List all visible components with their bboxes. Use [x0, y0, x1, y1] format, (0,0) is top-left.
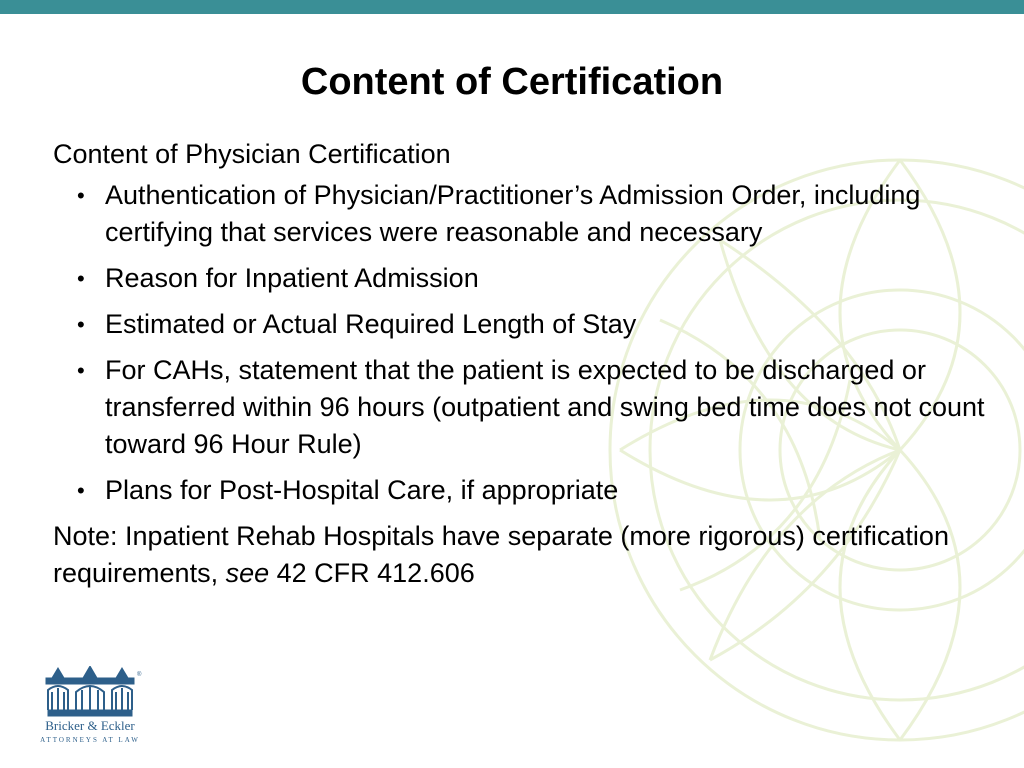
list-item	[53, 260, 993, 297]
note-see-italic: see	[225, 558, 270, 588]
bullet-marker: •	[77, 312, 85, 337]
bullet-text: For CAHs, statement that the patient is expected to be discharged or transferred within 96 hours (outpatient and swing bed time does not count toward 96 Hour Rule)	[105, 355, 985, 459]
bullet-marker: •	[77, 183, 85, 208]
list-item	[53, 306, 993, 343]
note-paragraph	[53, 518, 993, 592]
list-item	[53, 472, 993, 509]
subheading: Content of Physician Certification	[53, 139, 451, 169]
bullet-text: Plans for Post-Hospital Care, if appropriate	[105, 475, 619, 505]
slide-title: Content of Certification	[300, 61, 724, 103]
building-icon	[38, 666, 142, 718]
note-text: Note: Inpatient Rehab Hospitals have separate (more rigorous) certification requirements,	[53, 521, 949, 588]
firm-logo	[38, 666, 142, 752]
bullet-marker: •	[77, 358, 85, 383]
list-item	[53, 352, 993, 463]
bullet-marker: •	[77, 266, 85, 291]
bullet-list	[53, 177, 993, 509]
slide-body	[53, 136, 993, 592]
bullet-text: Authentication of Physician/Practitioner’s Admission Order, including certifying that services were reasonable and necessary	[105, 180, 921, 247]
top-accent-bar	[0, 0, 1024, 14]
note-citation: 42 CFR 412.606	[269, 558, 475, 588]
bullet-marker: •	[77, 478, 85, 503]
bullet-text: Estimated or Actual Required Length of Stay	[105, 309, 637, 339]
bullet-text: Reason for Inpatient Admission	[105, 263, 479, 293]
logo-tagline: ATTORNEYS AT LAW	[40, 736, 140, 744]
list-item	[53, 177, 993, 251]
logo-name: Bricker & Eckler	[45, 718, 135, 733]
registered-mark: ®	[137, 672, 142, 678]
